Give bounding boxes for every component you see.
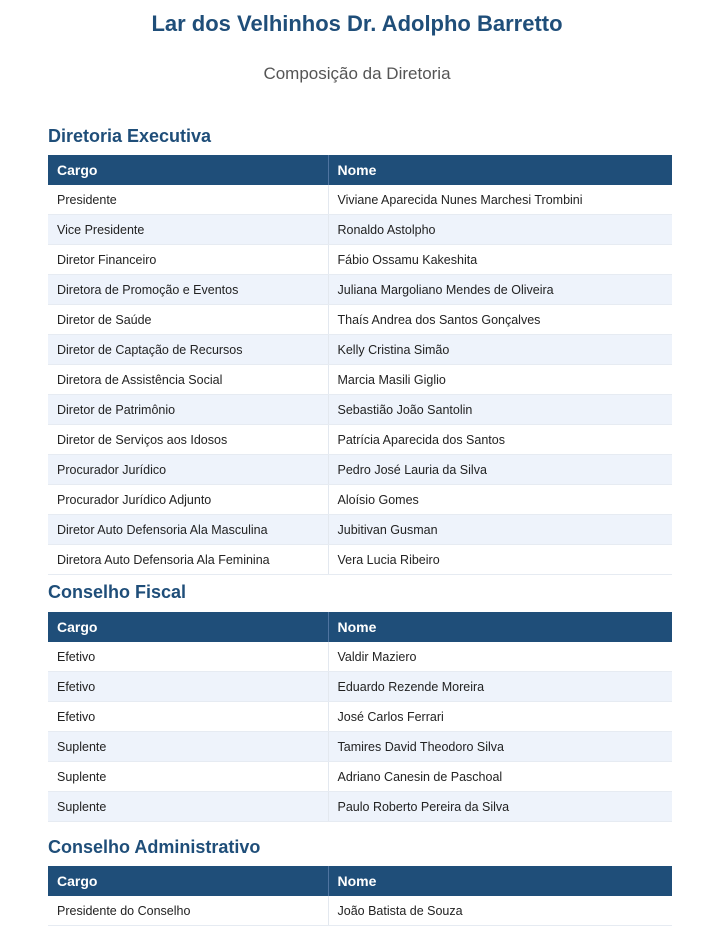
table-row <box>48 185 672 215</box>
cell-nome: Thaís Andrea dos Santos Gonçalves <box>328 305 672 335</box>
table-row <box>48 395 672 425</box>
cell-cargo: Diretor Financeiro <box>48 245 328 275</box>
cell-cargo: Vice Presidente <box>48 215 328 245</box>
cell-cargo: Procurador Jurídico <box>48 455 328 485</box>
cell-cargo: Suplente <box>48 762 328 792</box>
cell-nome: Valdir Maziero <box>328 642 672 672</box>
cell-cargo: Efetivo <box>48 672 328 702</box>
table-row <box>48 335 672 365</box>
cell-cargo: Diretora Auto Defensoria Ala Feminina <box>48 545 328 575</box>
cell-cargo: Efetivo <box>48 642 328 672</box>
table-row <box>48 642 672 672</box>
cell-nome: Ronaldo Astolpho <box>328 215 672 245</box>
table-row <box>48 732 672 762</box>
table-row <box>48 896 672 926</box>
table-row <box>48 485 672 515</box>
page-title: Lar dos Velhinhos Dr. Adolpho Barretto <box>151 11 563 36</box>
cell-nome: Vera Lucia Ribeiro <box>328 545 672 575</box>
cell-nome: Juliana Margoliano Mendes de Oliveira <box>328 275 672 305</box>
cell-cargo: Suplente <box>48 792 328 822</box>
table-diretoria-executiva <box>48 155 672 575</box>
table-row <box>48 792 672 822</box>
cell-nome: Eduardo Rezende Moreira <box>328 672 672 702</box>
cell-cargo: Presidente do Conselho <box>48 896 328 926</box>
page-subtitle: Composição da Diretoria <box>263 64 451 83</box>
cell-nome: Marcia Masili Giglio <box>328 365 672 395</box>
section-title-conselho-fiscal: Conselho Fiscal <box>48 582 187 602</box>
cell-cargo: Efetivo <box>48 702 328 732</box>
column-header-cargo: Cargo <box>48 866 328 896</box>
table-row <box>48 245 672 275</box>
cell-nome: Fábio Ossamu Kakeshita <box>328 245 672 275</box>
table-row <box>48 455 672 485</box>
table-row <box>48 215 672 245</box>
cell-nome: José Carlos Ferrari <box>328 702 672 732</box>
cell-nome: Sebastião João Santolin <box>328 395 672 425</box>
cell-nome: Paulo Roberto Pereira da Silva <box>328 792 672 822</box>
table-header-row <box>48 612 672 642</box>
cell-nome: Aloísio Gomes <box>328 485 672 515</box>
section-title-diretoria-executiva: Diretoria Executiva <box>48 126 212 146</box>
table-conselho-administrativo <box>48 866 672 926</box>
cell-cargo: Diretor Auto Defensoria Ala Masculina <box>48 515 328 545</box>
cell-nome: Patrícia Aparecida dos Santos <box>328 425 672 455</box>
table-row <box>48 672 672 702</box>
cell-nome: Adriano Canesin de Paschoal <box>328 762 672 792</box>
table-row <box>48 545 672 575</box>
cell-cargo: Diretora de Assistência Social <box>48 365 328 395</box>
table-row <box>48 515 672 545</box>
table-header-row <box>48 866 672 896</box>
cell-cargo: Diretor de Serviços aos Idosos <box>48 425 328 455</box>
cell-cargo: Diretora de Promoção e Eventos <box>48 275 328 305</box>
table-row <box>48 702 672 732</box>
cell-nome: João Batista de Souza <box>328 896 672 926</box>
column-header-nome: Nome <box>328 155 672 185</box>
cell-cargo: Diretor de Captação de Recursos <box>48 335 328 365</box>
cell-nome: Tamires David Theodoro Silva <box>328 732 672 762</box>
column-header-cargo: Cargo <box>48 155 328 185</box>
table-row <box>48 305 672 335</box>
column-header-nome: Nome <box>328 612 672 642</box>
cell-nome: Pedro José Lauria da Silva <box>328 455 672 485</box>
table-row <box>48 762 672 792</box>
cell-nome: Jubitivan Gusman <box>328 515 672 545</box>
section-title-conselho-administrativo: Conselho Administrativo <box>48 837 261 857</box>
column-header-nome: Nome <box>328 866 672 896</box>
cell-nome: Viviane Aparecida Nunes Marchesi Trombini <box>328 185 672 215</box>
table-conselho-fiscal <box>48 612 672 822</box>
table-row <box>48 365 672 395</box>
table-row <box>48 275 672 305</box>
column-header-cargo: Cargo <box>48 612 328 642</box>
table-header-row <box>48 155 672 185</box>
cell-nome: Kelly Cristina Simão <box>328 335 672 365</box>
cell-cargo: Suplente <box>48 732 328 762</box>
cell-cargo: Presidente <box>48 185 328 215</box>
cell-cargo: Diretor de Saúde <box>48 305 328 335</box>
table-row <box>48 425 672 455</box>
cell-cargo: Procurador Jurídico Adjunto <box>48 485 328 515</box>
cell-cargo: Diretor de Patrimônio <box>48 395 328 425</box>
